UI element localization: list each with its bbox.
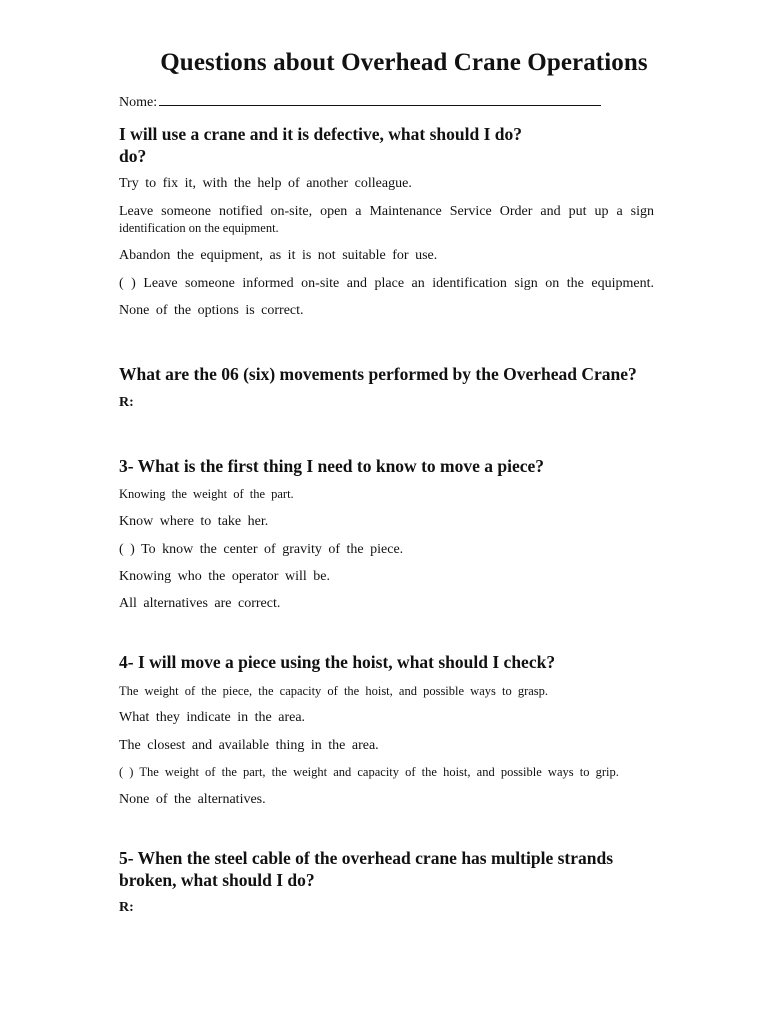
- q3-option-2: Know where to take her.: [119, 514, 269, 529]
- q4-option-5: None of the alternatives.: [119, 792, 266, 807]
- q3-option-3: ( ) To know the center of gravity of the piece.: [119, 542, 404, 557]
- question-5-line-1: 5- When the steel cable of the overhead crane has multiple strands: [119, 848, 614, 868]
- question-1-line-2: do?: [119, 146, 147, 166]
- q3-option-1: Knowing the weight of the part.: [119, 487, 294, 501]
- q4-option-3: The closest and available thing in the area.: [119, 738, 379, 753]
- question-2: What are the 06 (six) movements performed by the Overhead Crane?: [119, 364, 637, 384]
- name-label: Nome:: [119, 95, 158, 110]
- q1-option-2-line-2: identification on the equipment.: [119, 221, 279, 235]
- q3-option-4: Knowing who the operator will be.: [119, 569, 330, 584]
- q1-option-2-line-1: Leave someone notified on-site, open a Maintenance Service Order and put up a sign: [119, 204, 654, 219]
- q1-option-3: Abandon the equipment, as it is not suitable for use.: [119, 248, 438, 263]
- q4-option-2: What they indicate in the area.: [119, 710, 306, 725]
- question-1: [119, 123, 659, 167]
- question-5: [119, 847, 659, 891]
- name-blank-line: [159, 93, 601, 106]
- q1-option-1: Try to fix it, with the help of another colleague.: [119, 176, 412, 191]
- question-3: 3- What is the first thing I need to know to move a piece?: [119, 456, 545, 476]
- q4-option-1: The weight of the piece, the capacity of the hoist, and possible ways to grasp.: [119, 684, 549, 698]
- name-field: [119, 93, 601, 111]
- question-5-line-2: broken, what should I do?: [119, 870, 315, 890]
- question-1-line-1: I will use a crane and it is defective, what should I do?: [119, 124, 523, 144]
- question-4: 4- I will move a piece using the hoist, what should I check?: [119, 652, 556, 672]
- q1-option-4: ( ) Leave someone informed on-site and place an identification sign on the equipment.: [119, 276, 654, 291]
- q1-option-5: None of the options is correct.: [119, 303, 304, 318]
- q5-answer-label: R:: [119, 900, 134, 915]
- q4-option-4: ( ) The weight of the part, the weight and capacity of the hoist, and possible ways to grip.: [119, 765, 619, 779]
- document-title: Questions about Overhead Crane Operations: [160, 49, 648, 76]
- q2-answer-label: R:: [119, 395, 134, 410]
- q3-option-5: All alternatives are correct.: [119, 596, 281, 611]
